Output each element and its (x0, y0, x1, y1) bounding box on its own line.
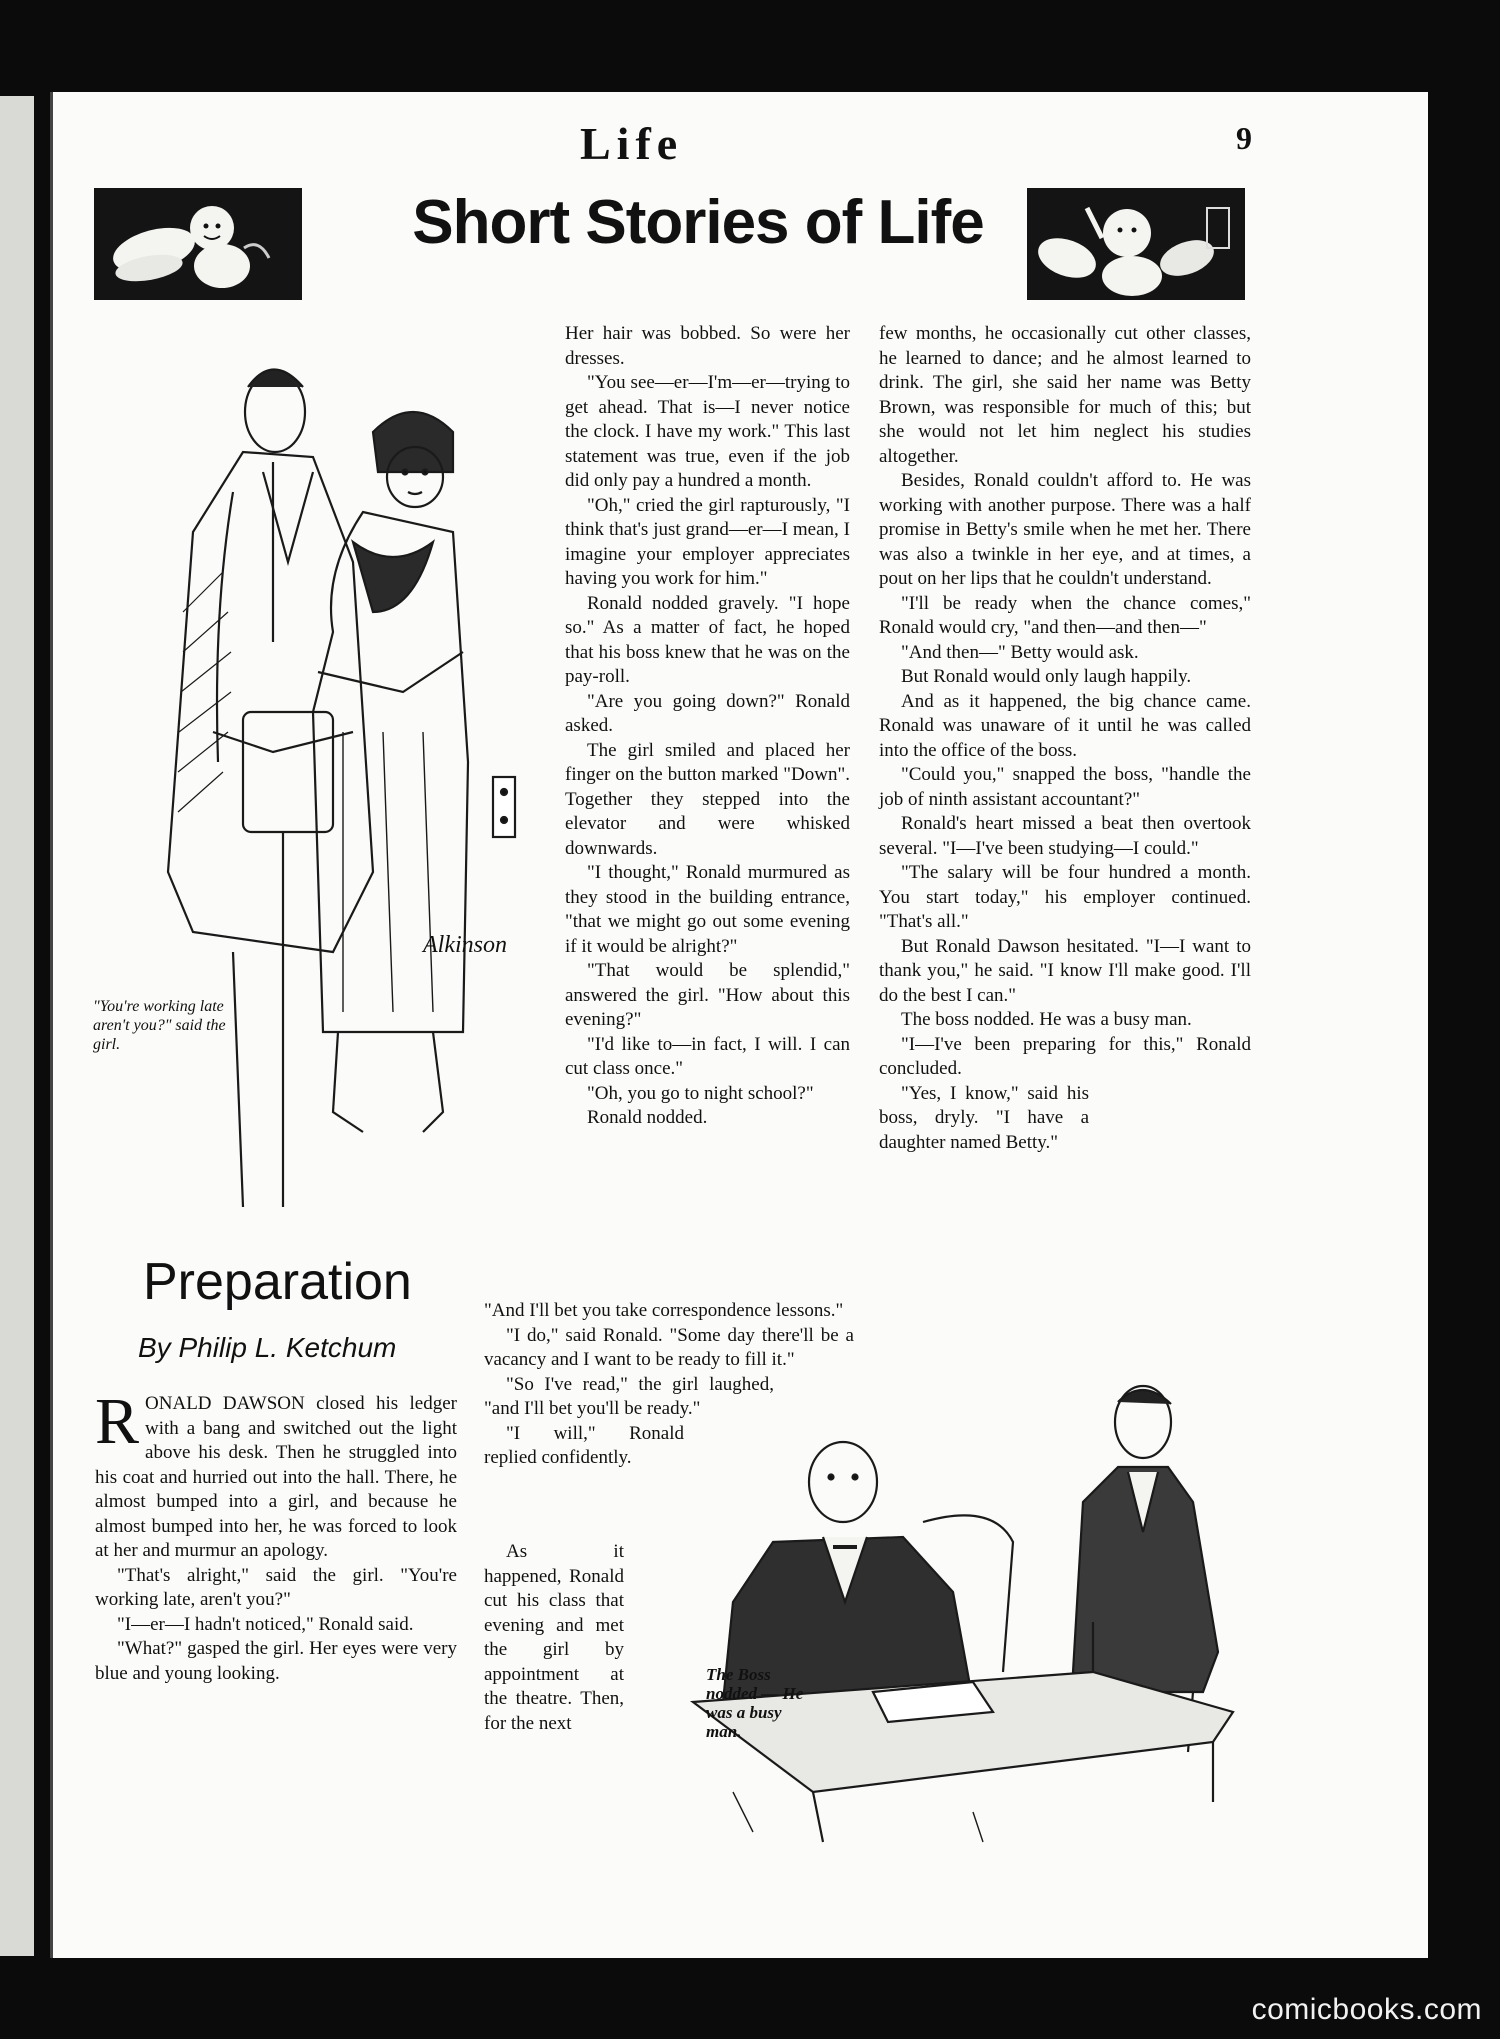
paragraph (95, 1385, 457, 1564)
paragraph: "And I'll bet you take correspondence lessons." (484, 1300, 844, 1321)
byline: By Philip L. Ketchum (138, 1332, 397, 1363)
paragraph: "That would be splendid," answered the girl. "How about this evening?" (565, 960, 850, 1030)
illustration2-caption: The Boss nodded — He was a busy man. (706, 1665, 804, 1741)
paragraph: Besides, Ronald couldn't afford to. He was working with another purpose. There was a half promise in Betty's smile when he met her. There was also a twinkle in her eye, and at times, a pout on her lips that he couldn't understand. (879, 470, 1251, 589)
cherub-left-illustration (94, 188, 302, 300)
paragraph: Ronald nodded. (587, 1107, 708, 1128)
site-watermark: comicbooks.com (1251, 1993, 1482, 2026)
column-2-top (565, 322, 850, 1131)
magazine-page (50, 92, 1428, 1958)
paragraph: "Yes, I know," said his boss, dryly. "I have a daughter named Betty." (879, 1082, 1089, 1153)
paragraph: The boss nodded. He was a busy man. (901, 1009, 1192, 1030)
column-3 (879, 322, 1251, 1155)
banner-title: Short Stories of Life (412, 188, 984, 257)
paragraph: "I'll be ready when the chance comes," Ronald would cry, "and then—and then—" (879, 592, 1251, 638)
svg-text:Alkinson: Alkinson (423, 932, 507, 958)
masthead: Life (580, 118, 684, 169)
paragraph: "Oh," cried the girl rapturously, "I think that's just grand—er—I mean, I imagine your employer appreciates having you work for him." (565, 494, 850, 589)
paragraph: "I—er—I hadn't noticed," Ronald said. (117, 1613, 414, 1635)
paragraph: "So I've read," the girl laughed, "and I'll bet you'll be ready." (484, 1373, 774, 1419)
paragraph: Ronald nodded gravely. "I hope so." As a matter of fact, he hoped that his boss knew that he was on the pay-roll. (565, 592, 850, 687)
paragraph: "Are you going down?" Ronald asked. (565, 690, 850, 736)
column-2-bottom (484, 1540, 624, 1736)
story-title: Preparation (143, 1253, 412, 1311)
paragraph: As it happened, Ronald cut his class that evening and met the girl by appointment at the theatre. Then, for the next (484, 1541, 624, 1734)
paragraph: The girl smiled and placed her finger on the button marked "Down". Together they stepped into the elevator and were whisked downwards. (565, 739, 850, 859)
paragraph: And as it happened, the big chance came. Ronald was unaware of it until he was called into the office of the boss. (879, 690, 1251, 761)
paragraph: "That's alright," said the girl. "You're working late, aren't you?" (95, 1564, 457, 1610)
paragraph: "I thought," Ronald murmured as they stood in the building entrance, "that we might go out some evening if it would be alright?" (565, 862, 850, 957)
couple-illustration (123, 312, 523, 1207)
paragraph: But Ronald would only laugh happily. (901, 666, 1192, 687)
paragraph-text: ONALD DAWSON closed his ledger with a bang and switched out the light above his desk. Then he struggled into his coat and hurried out into the hall. There, he almost bumped into a girl, and because he almost bumped into her, he was forced to look at her and murmur an apology. (95, 1393, 457, 1561)
paragraph: "I do," said Ronald. "Some day there'll be a vacancy and I want to be ready to fill it." (484, 1324, 854, 1370)
paragraph: "Could you," snapped the boss, "handle the job of ninth assistant accountant?" (879, 764, 1251, 810)
paragraph: few months, he occasionally cut other classes, he learned to dance; and he almost learned to drink. The girl, she said her name was Betty Brown, was responsible for much of this; but she would not let him neglect his studies altogether. (879, 323, 1251, 467)
column-1 (95, 1385, 457, 1686)
boss-illustration (673, 1372, 1273, 1852)
cherub-right-illustration (1027, 188, 1245, 300)
paragraph: "I'd like to—in fact, I will. I can cut class once." (565, 1033, 850, 1079)
paragraph: "Oh, you go to night school?" (587, 1082, 814, 1104)
paragraph: "I will," Ronald replied confidently. (484, 1422, 684, 1468)
drop-cap: R (95, 1385, 140, 1458)
paragraph: But Ronald Dawson hesitated. "I—I want to thank you," he said. "I know I'll make good. I'll do the best I can." (879, 935, 1251, 1006)
paragraph: "I—I've been preparing for this," Ronald concluded. (879, 1033, 1251, 1079)
paragraph: "What?" gasped the girl. Her eyes were very blue and young looking. (95, 1638, 457, 1684)
paragraph: Her hair was bobbed. So were her dresses. (565, 323, 850, 369)
paragraph: Ronald's heart missed a beat then overtook several. "I—I've been studying—I could." (879, 813, 1251, 859)
paragraph: "The salary will be four hundred a month. You start today," his employer continued. "That's all." (879, 862, 1251, 932)
illustration1-caption: "You're working late aren't you?" said the girl. (93, 998, 226, 1053)
page-number: 9 (1236, 120, 1252, 156)
paragraph: "You see—er—I'm—er—trying to get ahead. That is—I never notice the clock. I have my work." This last statement was true, even if the job did only pay a hundred a month. (565, 372, 850, 491)
facing-page-edge (0, 96, 34, 1956)
paragraph: "And then—" Betty would ask. (901, 641, 1139, 663)
